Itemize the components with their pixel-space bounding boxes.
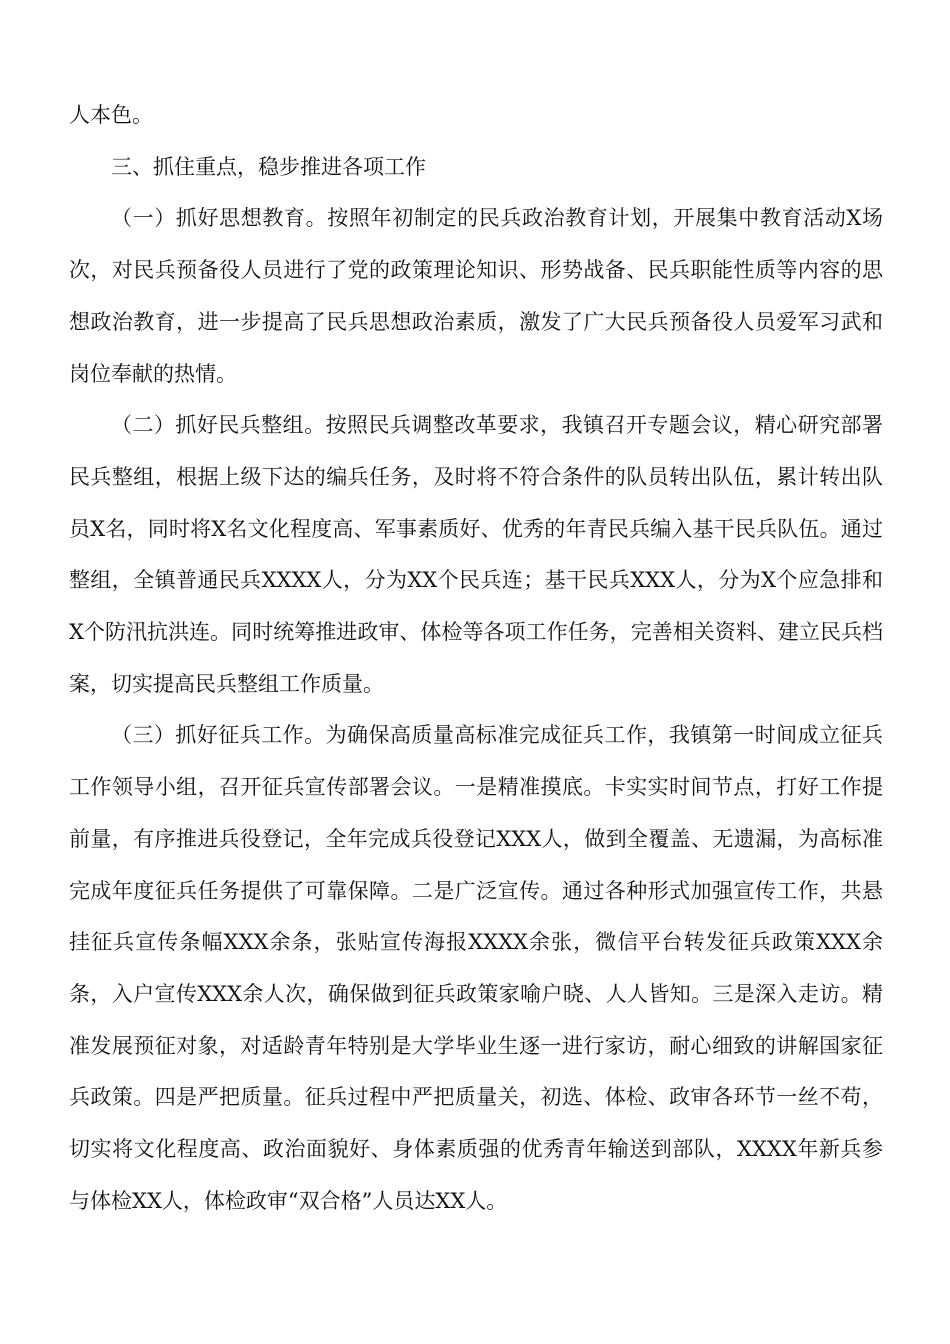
paragraph-continuation: 人本色。 [69, 103, 153, 127]
document-body [69, 90, 883, 1227]
paragraph-militia-reorganization: （二）抓好民兵整组。按照民兵调整改革要求，我镇召开专题会议，精心研究部署民兵整组，根据上级下达的编兵任务，及时将不符合条件的队员转出队伍，累计转出队员X名，同时将X名文化程度高、军事素质好、优秀的年青民兵编入基干民兵队伍。通过整组，全镇普通民兵XXXX人，分为XX个民兵连；基干民兵XXX人，分为X个应急排和X个防汛抗洪连。同时统筹推进政审、体检等各项工作任务，完善相关资料、建立民兵档案，切实提高民兵整组工作质量。 [69, 413, 883, 696]
paragraph-conscription-work: （三）抓好征兵工作。为确保高质量高标准完成征兵工作，我镇第一时间成立征兵工作领导小组，召开征兵宣传部署会议。一是精准摸底。卡实实时间节点，打好工作提前量，有序推进兵役登记，全年完成兵役登记XXX人，做到全覆盖、无遗漏，为高标准完成年度征兵任务提供了可靠保障。二是广泛宣传。通过各种形式加强宣传工作，共悬挂征兵宣传条幅XXX余条，张贴宣传海报XXXX余张，微信平台转发征兵政策XXX余条，入户宣传XXX余人次，确保做到征兵政策家喻户晓、人人皆知。三是深入走访。精准发展预征对象，对适龄青年特别是大学毕业生逐一进行家访，耐心细致的讲解国家征兵政策。四是严把质量。征兵过程中严把质量关，初选、体检、政审各环节一丝不苟，切实将文化程度高、政治面貌好、身体素质强的优秀青年输送到部队，XXXX年新兵参与体检XX人，体检政审“双合格”人员达XX人。 [69, 723, 883, 1213]
paragraph-ideological-education: （一）抓好思想教育。按照年初制定的民兵政治教育计划，开展集中教育活动X场次，对民兵预备役人员进行了党的政策理论知识、形势战备、民兵职能性质等内容的思想政治教育，进一步提高了民兵思想政治素质，激发了广大民兵预备役人员爱军习武和岗位奉献的热情。 [69, 206, 883, 386]
section-heading: 三、抓住重点，稳步推进各项工作 [111, 154, 426, 179]
